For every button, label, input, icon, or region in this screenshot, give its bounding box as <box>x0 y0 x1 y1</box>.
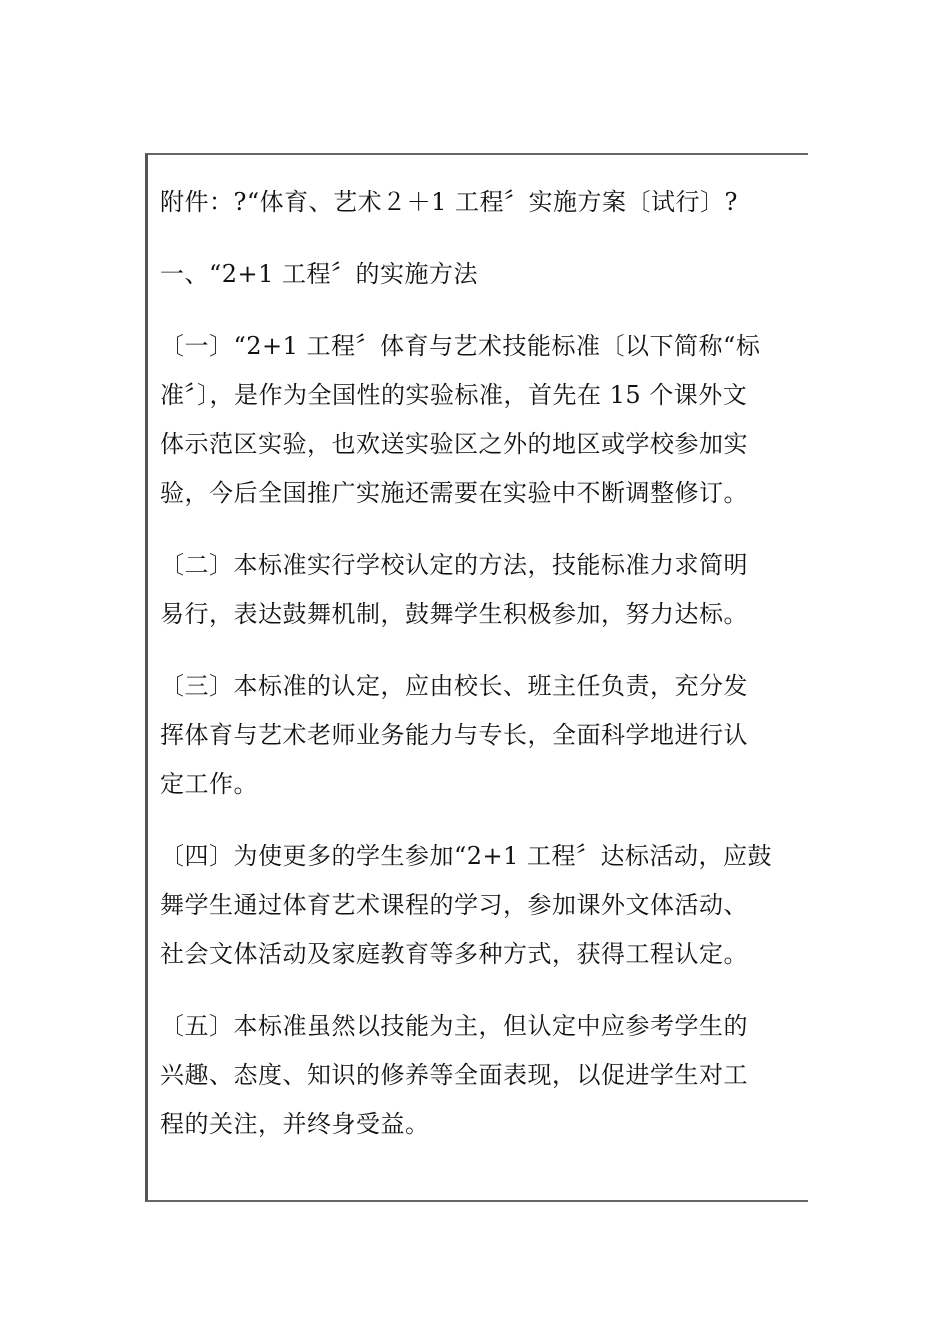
text-line: 兴趣、态度、知识的修养等全面表现，以促进学生对工 <box>160 1061 748 1089</box>
paragraph-3 <box>160 662 800 809</box>
section-heading: 一、“2+1 工程〞的实施方法 <box>160 260 479 288</box>
text-line: 〔二〕本标准实行学校认定的方法，技能标准力求简明 <box>160 551 748 579</box>
text-line: 〔一〕“2+1 工程〞体育与艺术技能标准〔以下简称“标 <box>160 332 761 360</box>
text-line: 〔五〕本标准虽然以技能为主，但认定中应参考学生的 <box>160 1012 748 1040</box>
paragraph-2 <box>160 541 800 639</box>
text-line: 易行，表达鼓舞机制，鼓舞学生积极参加，努力达标。 <box>160 600 748 628</box>
text-line: 程的关注，并终身受益。 <box>160 1110 430 1138</box>
text-line: 定工作。 <box>160 770 258 798</box>
paragraph-5 <box>160 1002 800 1149</box>
text-line: 〔三〕本标准的认定，应由校长、班主任负责，充分发 <box>160 672 748 700</box>
paragraph-1 <box>160 322 800 518</box>
text-line: 社会文体活动及家庭教育等多种方式，获得工程认定。 <box>160 940 748 968</box>
text-line: 挥体育与艺术老师业务能力与专长，全面科学地进行认 <box>160 721 748 749</box>
attachment-title: 附件：?“体育、艺术２＋1 工程〞实施方案〔试行〕? <box>160 188 738 216</box>
text-line: 舞学生通过体育艺术课程的学习，参加课外文体活动、 <box>160 891 748 919</box>
document-body <box>160 178 800 1149</box>
text-line: 〔四〕为使更多的学生参加“2+1 工程〞达标活动，应鼓 <box>160 842 773 870</box>
text-line: 体示范区实验，也欢送实验区之外的地区或学校参加实 <box>160 430 748 458</box>
text-line: 准〞〕，是作为全国性的实验标准，首先在 15 个课外文 <box>160 381 748 409</box>
text-line: 验，今后全国推广实施还需要在实验中不断调整修订。 <box>160 479 748 507</box>
paragraph-4 <box>160 832 800 979</box>
